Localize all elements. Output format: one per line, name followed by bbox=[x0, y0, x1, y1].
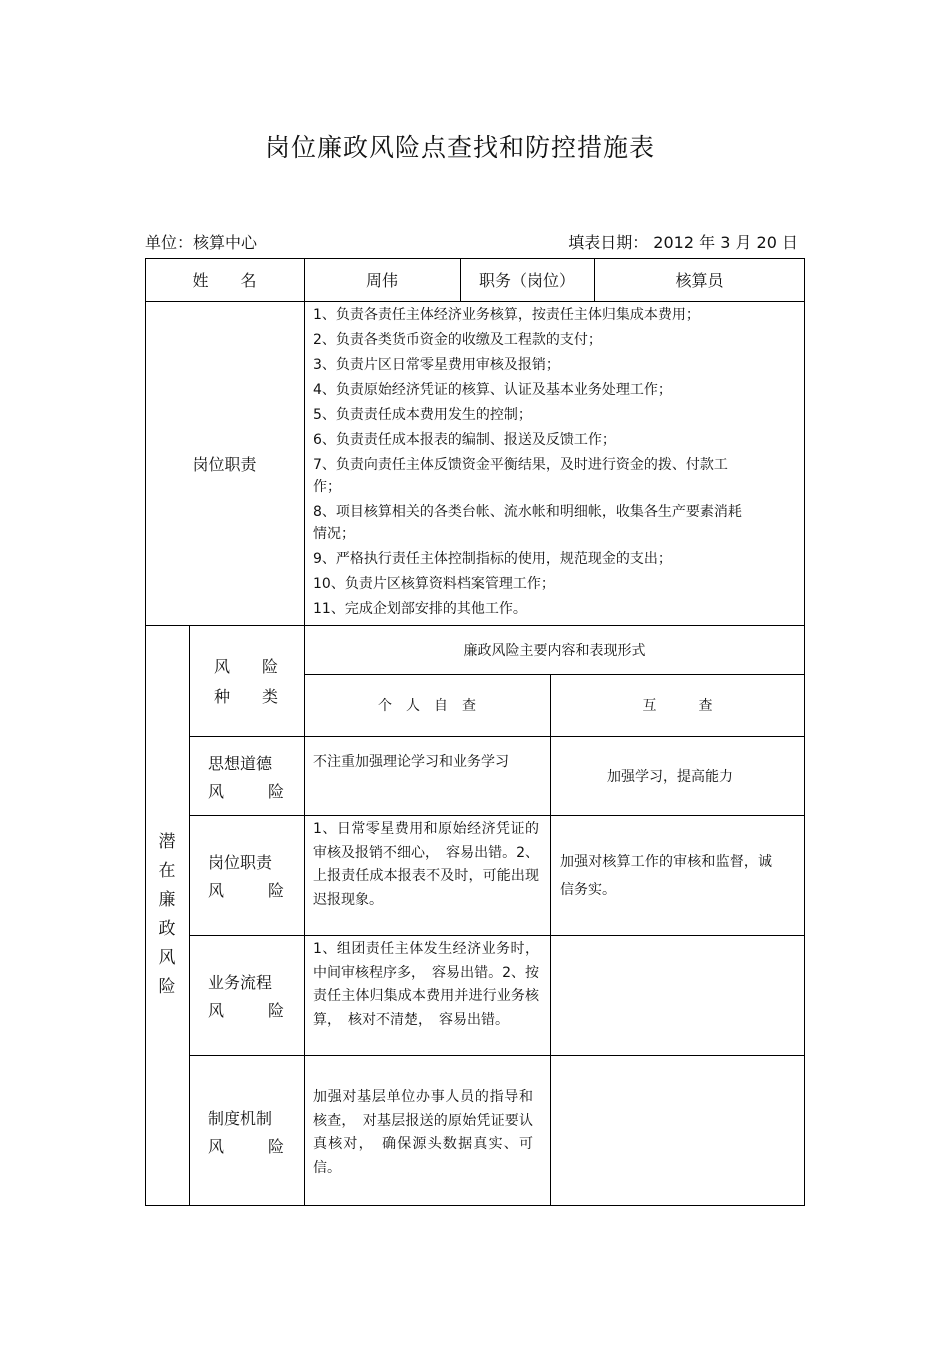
mutual-check-text: 加强对核算工作的审核和监督，诚信务实。 bbox=[560, 854, 772, 898]
mutual-check-text: 加强学习，提高能力 bbox=[607, 768, 733, 785]
position-value: 核算员 bbox=[675, 271, 724, 290]
duty-item: 3、负责片区日常零星费用审核及报销； bbox=[313, 357, 560, 373]
duty-item: 11、完成企划部安排的其他工作。 bbox=[313, 601, 527, 617]
duties-label: 岗位职责 bbox=[192, 454, 257, 474]
fill-date: 填表日期： 2012 年 3 月 20 日 bbox=[568, 233, 798, 252]
duty-item: 6、负责责任成本报表的编制、报送及反馈工作； bbox=[313, 432, 616, 448]
duty-item: 7、负责向责任主体反馈资金平衡结果，及时进行资金的拨、付款工作； bbox=[313, 457, 728, 495]
self-check-text: 不注重加强理论学习和业务学习 bbox=[313, 754, 509, 770]
risk-name-ideology: 思想道德 风 险 bbox=[208, 754, 284, 801]
self-check-header: 个 人 自 查 bbox=[378, 698, 476, 714]
duty-item: 1、负责各责任主体经济业务核算，按责任主体归集成本费用； bbox=[313, 307, 700, 323]
row-divider bbox=[189, 935, 805, 936]
name-value: 周伟 bbox=[365, 271, 398, 290]
duty-item: 8、项目核算相关的各类台帐、流水帐和明细帐，收集各生产要素消耗情况； bbox=[313, 504, 742, 542]
col-divider bbox=[304, 258, 305, 625]
self-check-text: 1、组团责任主体发生经济业务时，中间审核程序多， 容易出错。2、按责任主体归集成本费用并进行业务核算， 核对不清楚， 容易出错。 bbox=[313, 941, 539, 1028]
duty-item: 2、负责各类货币资金的收缴及工程款的支付； bbox=[313, 332, 602, 348]
position-label: 职务（岗位） bbox=[478, 271, 575, 290]
name-label: 姓 名 bbox=[192, 271, 257, 290]
duty-item: 5、负责责任成本费用发生的控制； bbox=[313, 407, 532, 423]
self-check-text: 加强对基层单位办事人员的指导和核查， 对基层报送的原始凭证要认真核对， 确保源头数据真实、可信。 bbox=[313, 1089, 533, 1176]
unit-label: 单位：核算中心 bbox=[145, 233, 258, 252]
duty-item: 10、负责片区核算资料档案管理工作； bbox=[313, 576, 555, 592]
page-title: 岗位廉政风险点查找和防控措施表 bbox=[264, 133, 655, 162]
risk-name-duty: 岗位职责 风 险 bbox=[208, 853, 284, 900]
risk-side-label: 潜 在 廉 政 风 险 bbox=[158, 832, 176, 997]
row-divider bbox=[189, 1055, 805, 1056]
risk-name-process: 业务流程 风 险 bbox=[208, 973, 284, 1020]
risk-name-system: 制度机制 风 险 bbox=[208, 1109, 284, 1156]
mutual-check-header: 互 查 bbox=[642, 698, 713, 714]
col-divider bbox=[189, 625, 190, 1206]
risk-type-header: 风 险 种 类 bbox=[214, 657, 279, 706]
duties-list bbox=[313, 304, 753, 623]
self-check-text: 1、日常零星费用和原始经济凭证的审核及报销不细心， 容易出错。2、上报责任成本报表不及时，可能出现迟报现象。 bbox=[313, 821, 539, 908]
row-divider bbox=[189, 815, 805, 816]
duty-item: 9、严格执行责任主体控制指标的使用，规范现金的支出； bbox=[313, 551, 672, 567]
duty-item: 4、负责原始经济凭证的核算、认证及基本业务处理工作； bbox=[313, 382, 672, 398]
content-header: 廉政风险主要内容和表现形式 bbox=[463, 642, 646, 659]
